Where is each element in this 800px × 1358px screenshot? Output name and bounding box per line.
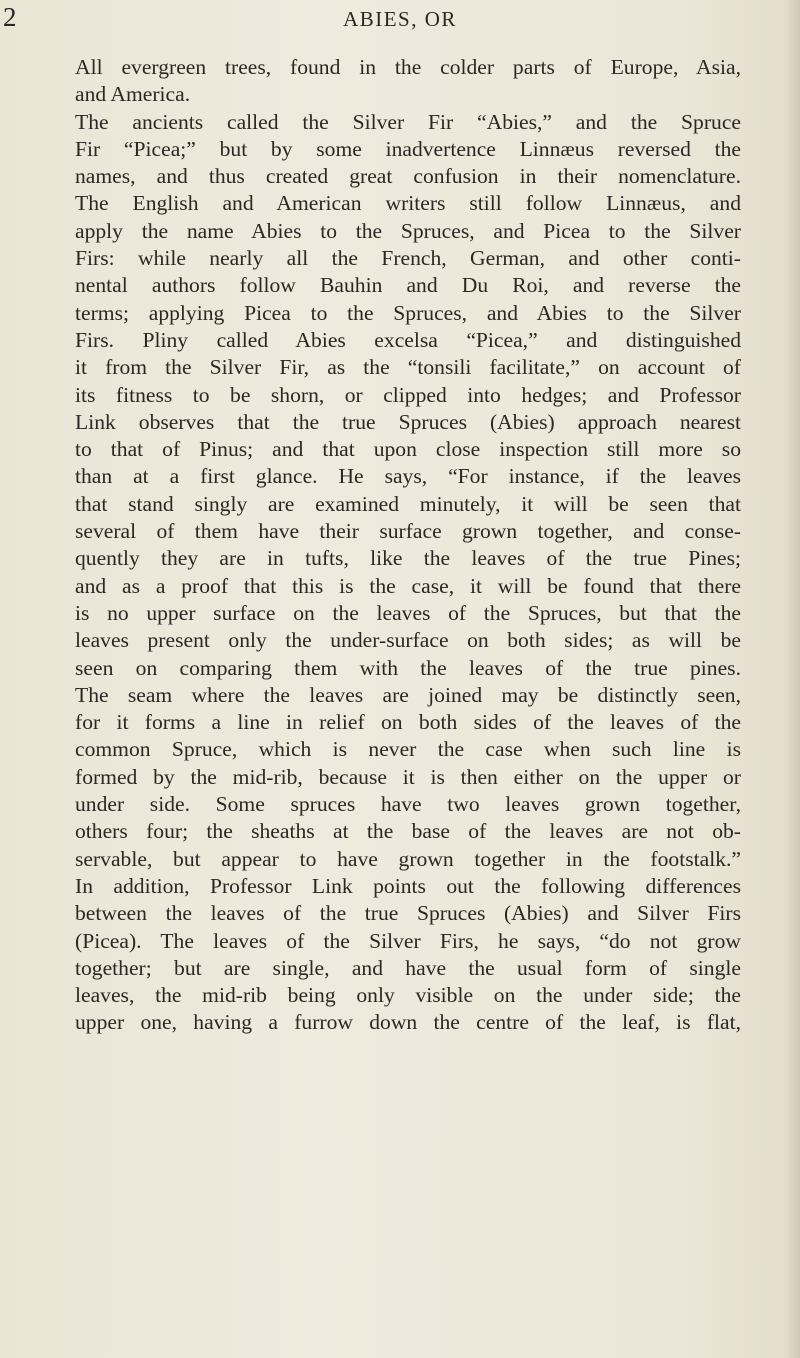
text-line: formed by the mid-rib, because it is then either on the upper or [75, 764, 741, 789]
text-line: Link observes that the true Spruces (Abies) approach nearest [75, 409, 741, 434]
text-line: and America. [75, 82, 191, 107]
text-line: In addition, Professor Link points out the following differences [75, 873, 741, 898]
text-line: apply the name Abies to the Spruces, and Picea to the Silver [75, 218, 741, 243]
text-line: leaves, the mid-rib being only visible on the under side; the [75, 983, 741, 1008]
page-number: 2 [3, 2, 17, 32]
text-line: (Picea). The leaves of the Silver Firs, he says, “do not grow [75, 928, 741, 953]
text-line: its fitness to be shorn, or clipped into hedges; and Professor [75, 382, 741, 407]
body-text [75, 54, 741, 1037]
text-line: nental authors follow Bauhin and Du Roi, and reverse the [75, 273, 741, 298]
text-line: leaves present only the under-surface on both sides; as will be [75, 628, 741, 653]
text-line: under side. Some spruces have two leaves grown together, [75, 792, 741, 817]
text-line: it from the Silver Fir, as the “tonsili facilitate,” on account of [75, 355, 741, 380]
text-line: several of them have their surface grown together, and conse- [75, 519, 741, 544]
text-line: for it forms a line in relief on both sides of the leaves of the [75, 710, 741, 735]
text-line: and as a proof that this is the case, it will be found that there [75, 573, 741, 598]
running-head: ABIES, OR [343, 7, 457, 31]
text-line: terms; applying Picea to the Spruces, and Abies to the Silver [75, 300, 741, 325]
text-line: to that of Pinus; and that upon close inspection still more so [75, 437, 741, 462]
text-line: common Spruce, which is never the case when such line is [75, 737, 741, 762]
text-line: upper one, having a furrow down the centre of the leaf, is flat, [75, 1010, 741, 1035]
text-line: Firs: while nearly all the French, German, and other conti- [75, 246, 741, 271]
text-line: that stand singly are examined minutely, it will be seen that [75, 491, 741, 516]
text-line: The seam where the leaves are joined may be distinctly seen, [75, 682, 741, 707]
text-line: servable, but appear to have grown together in the footstalk.” [75, 846, 741, 871]
text-line: Firs. Pliny called Abies excelsa “Picea,” and distinguished [75, 327, 741, 352]
text-line: All evergreen trees, found in the colder parts of Europe, Asia, [75, 55, 741, 79]
text-line: Fir “Picea;” but by some inadvertence Linnæus reversed the [75, 136, 741, 161]
text-line: The ancients called the Silver Fir “Abies,” and the Spruce [75, 109, 741, 134]
text-line: seen on comparing them with the leaves of the true pines. [75, 655, 741, 680]
text-line: quently they are in tufts, like the leaves of the true Pines; [75, 546, 741, 571]
text-line: names, and thus created great confusion in their nomenclature. [75, 164, 741, 189]
page-edge-shadow [786, 0, 800, 1358]
text-line: than at a first glance. He says, “For instance, if the leaves [75, 464, 741, 489]
text-line: The English and American writers still follow Linnæus, and [75, 191, 741, 216]
text-line: others four; the sheaths at the base of the leaves are not ob- [75, 819, 741, 844]
text-line: is no upper surface on the leaves of the Spruces, but that the [75, 600, 741, 625]
text-line: between the leaves of the true Spruces (Abies) and Silver Firs [75, 901, 741, 926]
text-line: together; but are single, and have the usual form of single [75, 955, 741, 980]
